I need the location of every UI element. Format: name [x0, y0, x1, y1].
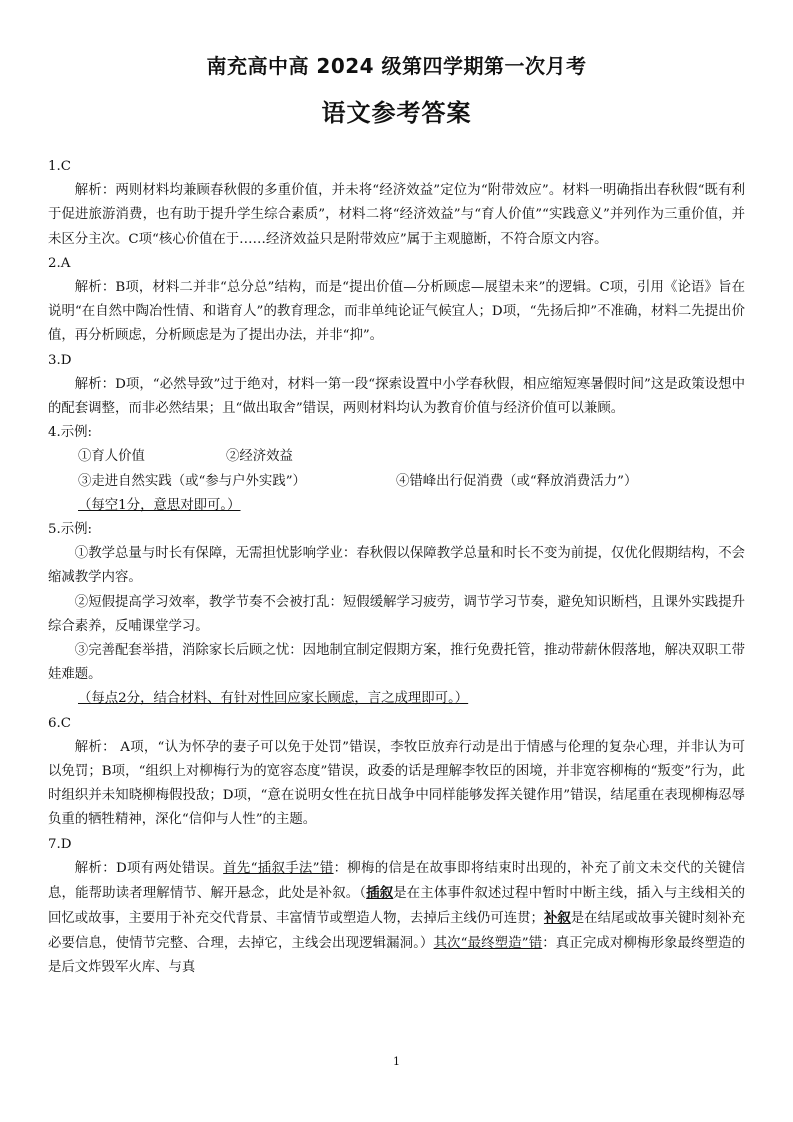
- term-buxu: 补叙: [543, 910, 571, 927]
- question-7-explanation: 解析：D项有两处错误。首先“插叙手法”错：柳梅的信是在故事即将结束时出现的，补充了前文未交代的关键信息，能帮助读者理解情节、解开悬念，此处是补叙。（插叙是在主体事件叙述过程中暂时中断主线，插入与主线相关的回忆或故事，主要用于补充交代背景、丰富情节或塑造人物，去掉后主线仍可连贯；补叙是在结尾或故事关键时刻补充必要信息，使情节完整、合理，去掉它，主线会出现逻辑漏洞。）其次“最终塑造”错：真正完成对柳梅形象最终塑造的是后文炸毁军火库、与真: [48, 860, 746, 975]
- question-1-explanation: 解析：两则材料均兼顾春秋假的多重价值，并未将“经济效益”定位为“附带效应”。材料一明确指出春秋假“既有利于促进旅游消费，也有助于提升学生综合素质”，材料二将“经济效益”与“育人价值”“实践意义”并列作为三重价值，并未区分主次。C项“核心价值在于……经济效益只是附带效应”属于主观臆断，不符合原文内容。: [48, 183, 745, 247]
- question-4-option-1: ①育人价值: [78, 449, 145, 465]
- question-4-option-2: ②经济效益: [226, 449, 293, 465]
- question-5-point-1: ①教学总量与时长有保障，无需担忧影响学业：春秋假以保障教学总量和时长不变为前提，仅优化假期结构，不会缩减教学内容。: [48, 546, 745, 586]
- question-5-number: 5.示例:: [48, 522, 93, 538]
- exam-title: 南充高中高 2024 级第四学期第一次月考: [206, 54, 587, 78]
- question-4-option-4: ④错峰出行促消费（或“释放消费活力”）: [396, 473, 638, 489]
- question-5-point-3: ③完善配套举措，消除家长后顾之忧：因地制宜制定假期方案，推行免费托管，推动带薪休假落地，解决双职工带娃难题。: [48, 643, 745, 683]
- question-4-options-row-2: [48, 470, 745, 494]
- question-4-scoring-note: （每空1分，意思对即可。）: [78, 497, 241, 513]
- first-error-label: 首先“插叙手法”错: [223, 860, 334, 876]
- question-7-number: 7.D: [48, 836, 72, 852]
- question-6-number: 6.C: [48, 715, 72, 731]
- question-3-number: 3.D: [48, 352, 72, 368]
- question-4-options-row-1: [48, 445, 745, 469]
- answer-key-title: 语文参考答案: [321, 99, 472, 127]
- page-number: 1: [393, 1055, 400, 1068]
- question-3-explanation: 解析：D项，“必然导致”过于绝对，材料一第一段“探索设置中小学春秋假，相应缩短寒暑假时间”这是政策设想中的配套调整，而非必然结果；且“做出取舍”错误，两则材料均认为教育价值与经济价值可以兼顾。: [48, 376, 745, 417]
- second-error-label: 其次“最终塑造”错: [433, 935, 543, 951]
- question-2-explanation: 解析：B项，材料二并非“总分总”结构，而是“提出价值—分析顾虑—展望未来”的逻辑。C项，引用《论语》旨在说明“在自然中陶冶性情、和谐育人”的教育理念，而非单纯论证气候宜人；D项，“先扬后抑”不准确，材料二先提出价值，再分析顾虑，分析顾虑是为了提出办法，并非“抑”。: [48, 280, 745, 344]
- answer-content: [48, 155, 745, 980]
- question-4-number: 4.示例:: [48, 425, 93, 441]
- term-chaxu: 插叙: [366, 885, 394, 902]
- question-2-number: 2.A: [48, 255, 71, 271]
- question-4-option-3: ③走进自然实践（或“参与户外实践”）: [78, 473, 306, 489]
- question-5-scoring-note: （每点2分，结合材料、有针对性回应家长顾虑，言之成理即可。）: [78, 691, 469, 707]
- question-5-point-2: ②短假提高学习效率，教学节奏不会被打乱：短假缓解学习疲劳，调节学习节奏，避免知识断档，且课外实践提升综合素养，反哺课堂学习。: [48, 594, 745, 634]
- question-1-number: 1.C: [48, 159, 72, 174]
- question-6-explanation: 解析： A项，“认为怀孕的妻子可以免于处罚”错误，李牧臣放弃行动是出于情感与伦理的复杂心理，并非认为可以免罚；B项，“组织上对柳梅行为的宽容态度”错误，政委的话是理解李牧臣的困境，并非宽容柳梅的“叛变”行为，此时组织并未知晓柳梅假投敌；D项，“意在说明女性在抗日战争中同样能够发挥关键作用”错误，结尾重在表现柳梅忍辱负重的牺牲精神，深化“信仰与人性”的主题。: [48, 739, 745, 828]
